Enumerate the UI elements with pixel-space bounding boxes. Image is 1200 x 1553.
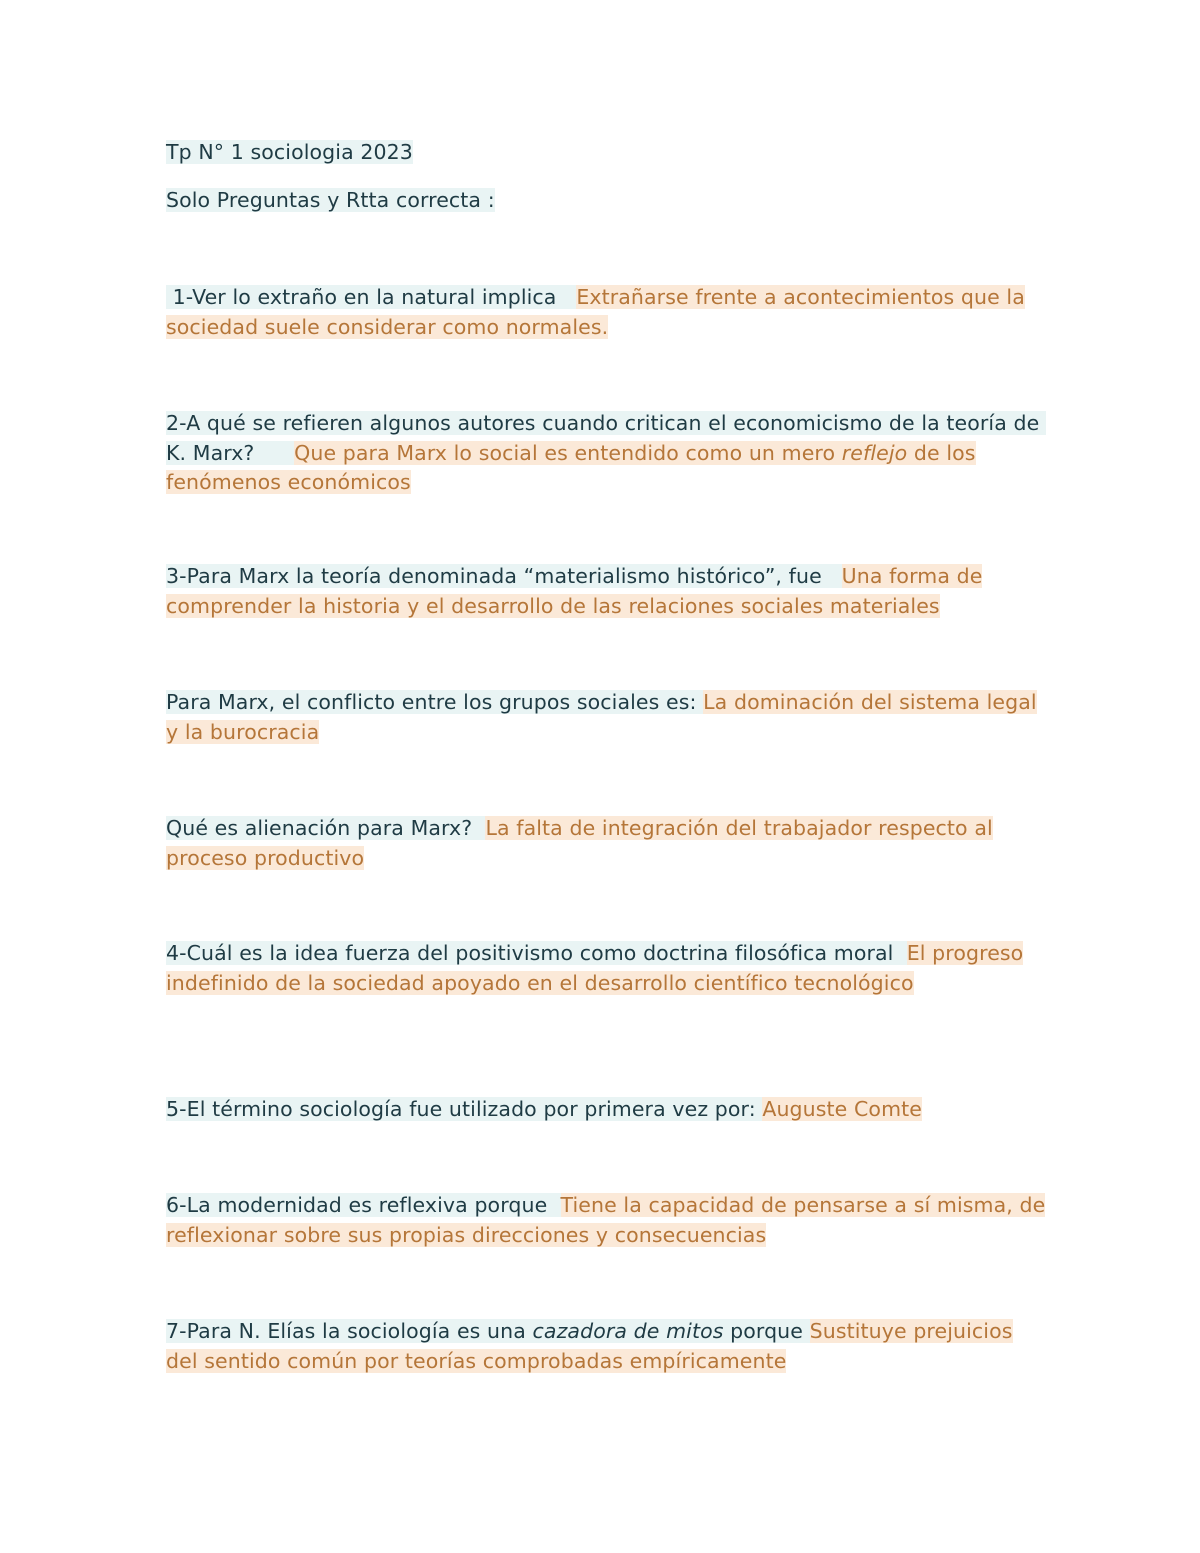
answer-text: El progreso indefinido de la sociedad apoyado en el desarrollo científico tecnológico <box>166 941 1024 995</box>
question-text: 3-Para Marx la teoría denominada “materialismo histórico”, fue <box>166 564 842 588</box>
qa-item-1 <box>166 283 1046 342</box>
question-text: 5-El término sociología fue utilizado por primera vez por: <box>166 1097 763 1121</box>
question-text: Qué es alienación para Marx? <box>166 816 486 840</box>
title-text: Tp N° 1 sociologia 2023 <box>166 140 413 164</box>
qa-item-7 <box>166 1317 1046 1376</box>
qa-item-4 <box>166 939 1046 998</box>
qa-item-6 <box>166 1191 1046 1250</box>
answer-text: Tiene la capacidad de pensarse a sí misma, de reflexionar sobre sus propias direcciones y consecuencias <box>166 1193 1046 1247</box>
question-text-end: porque <box>723 1319 810 1343</box>
question-text: 2-A qué se refieren algunos autores cuando critican el economicismo de la teoría de K. Marx? <box>166 411 1046 465</box>
question-text <box>166 1319 810 1343</box>
qa-item-2 <box>166 409 1046 498</box>
qa-item-5 <box>166 1095 1046 1125</box>
question-text: 4-Cuál es la idea fuerza del positivismo como doctrina filosófica moral <box>166 941 907 965</box>
answer-emphasis: reflejo <box>841 440 908 465</box>
answer-text-end: de los fenómenos económicos <box>166 440 976 494</box>
question-text: Para Marx, el conflicto entre los grupos sociales es: <box>166 690 704 714</box>
question-emphasis: cazadora de mitos <box>532 1319 724 1343</box>
answer-text: Auguste Comte <box>762 1097 922 1121</box>
answer-text: Extrañarse frente a acontecimientos que la sociedad suele considerar como normales. <box>166 285 1025 339</box>
document-subtitle <box>166 186 1046 216</box>
qa-item-alienation <box>166 814 1046 873</box>
question-text: 6-La modernidad es reflexiva porque <box>166 1193 561 1217</box>
document-title <box>166 138 1046 168</box>
question-text-start: 7-Para N. Elías la sociología es una <box>166 1319 533 1343</box>
question-text: 1-Ver lo extraño en la natural implica <box>166 285 577 309</box>
subtitle-text: Solo Preguntas y Rtta correcta : <box>166 188 495 212</box>
qa-item-conflict <box>166 688 1046 747</box>
answer-text: La dominación del sistema legal y la burocracia <box>166 690 1037 744</box>
answer-text: Una forma de comprender la historia y el desarrollo de las relaciones sociales materiales <box>166 564 983 618</box>
answer-text: La falta de integración del trabajador respecto al proceso productivo <box>166 816 993 870</box>
qa-item-3 <box>166 562 1046 621</box>
answer-text: Sustituye prejuicios del sentido común por teorías comprobadas empíricamente <box>166 1319 1013 1373</box>
answer-text-start: Que para Marx lo social es entendido como un mero <box>294 440 842 465</box>
